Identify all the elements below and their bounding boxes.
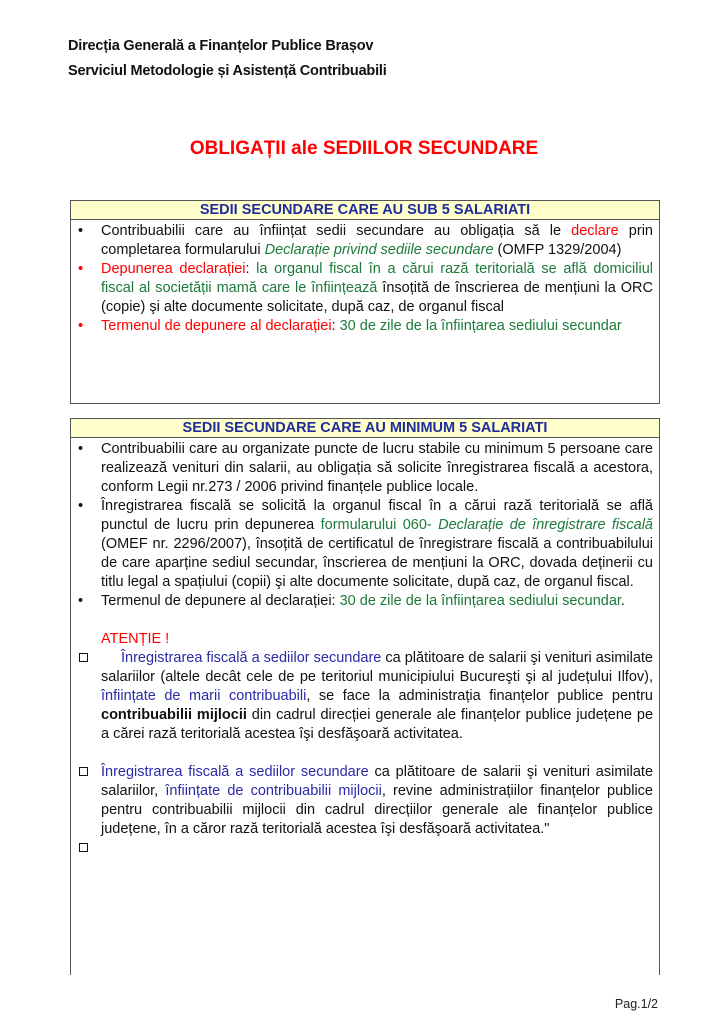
- section-under-5-employees: [70, 200, 660, 404]
- list-item: • Contribuabilii care au organizate puncte de lucru stabile cu minimum 5 persoane care realizează venituri din salarii, au obligația să solicite înregistrarea fiscală a acestora, conform Legii nr.273 / 2006 privind finanțele publice locale.: [78, 441, 653, 495]
- checkbox-icon: [79, 767, 88, 776]
- list-item: • Contribuabilii care au înființat sedii secundare au obligația să le declare prin completarea formularului Declarație privind sediile secundare (OMFP 1329/2004): [78, 223, 653, 258]
- section-heading: SEDII SECUNDARE CARE AU MINIMUM 5 SALARIATI: [71, 419, 659, 438]
- bullet-icon: •: [78, 318, 84, 334]
- section-heading: SEDII SECUNDARE CARE AU SUB 5 SALARIATI: [71, 201, 659, 220]
- bullet-icon: •: [78, 593, 84, 609]
- section-min-5-employees: [70, 418, 660, 975]
- department-name: Serviciul Metodologie și Asistență Contribuabili: [68, 63, 387, 79]
- list-item: • Termenul de depunere al declarației: 30 de zile de la înființarea sediului secundar: [78, 318, 622, 334]
- page-title: OBLIGAȚII ale SEDIILOR SECUNDARE: [189, 138, 539, 159]
- checkbox-icon: [79, 653, 88, 662]
- bullet-icon: •: [78, 223, 84, 239]
- page-number: Pag.1/2: [614, 997, 658, 1011]
- bullet-icon: •: [78, 441, 84, 457]
- attention-label: ATENȚIE !: [101, 631, 170, 647]
- list-item: • Depunerea declarației: la organul fiscal în a cărui rază teritorială se află domiciliul fiscal al societății mamă care le înființează însoțită de înscrierea de mențiuni la ORC (copie) şi alte documente solicitate, după caz, de organul fiscal: [78, 261, 653, 315]
- bullet-icon: •: [78, 498, 84, 514]
- attention-item: Înregistrarea fiscală a sediilor secundare ca plătitoare de salarii şi venituri asimilate salariilor (altele decât cele de pe teritoriul municipiului Bucureşti şi al județului Ilfov), înființate de marii contribuabili, se face la administrația finanțelor publice pentru contribuabilii mijlocii din cadrul direcției generale ale finanțelor publice județene pe a cărei rază teritorială acestea îşi desfăşoară activitatea.: [101, 649, 653, 744]
- checkbox-icon: [79, 843, 88, 852]
- attention-item-empty: [101, 839, 653, 858]
- list-item: • Înregistrarea fiscală se solicită la organul fiscal în a cărui rază teritorială se află punctul de lucru prin depunerea formularului 060- Declarație de înregistrare fiscală (OMEF nr. 2296/2007), însoțită de certificatul de înregistrare fiscală a contribuabilului de care aparține sediul secundar, înscrierea de mențiuni la ORC, dovada deținerii cu titlu legal a spațiului (copii) şi alte documente solicitate, după caz, de organul fiscal.: [78, 498, 653, 590]
- list-item: • Termenul de depunere al declarației: 30 de zile de la înființarea sediului secundar.: [78, 593, 625, 609]
- attention-item: Înregistrarea fiscală a sediilor secundare ca plătitoare de salarii şi venituri asimilate salariilor, înființate de contribuabilii mijlocii, revine administrațiilor finanțelor publice pentru contribuabilii mijlocii din cadrul direcțiilor generale ale finanțelor publice județene, în a căror rază teritorială acestea îşi desfăşoară activitatea.": [101, 763, 653, 839]
- institution-name: Direcția Generală a Finanțelor Publice Brașov: [68, 38, 374, 54]
- bullet-icon: •: [78, 261, 84, 277]
